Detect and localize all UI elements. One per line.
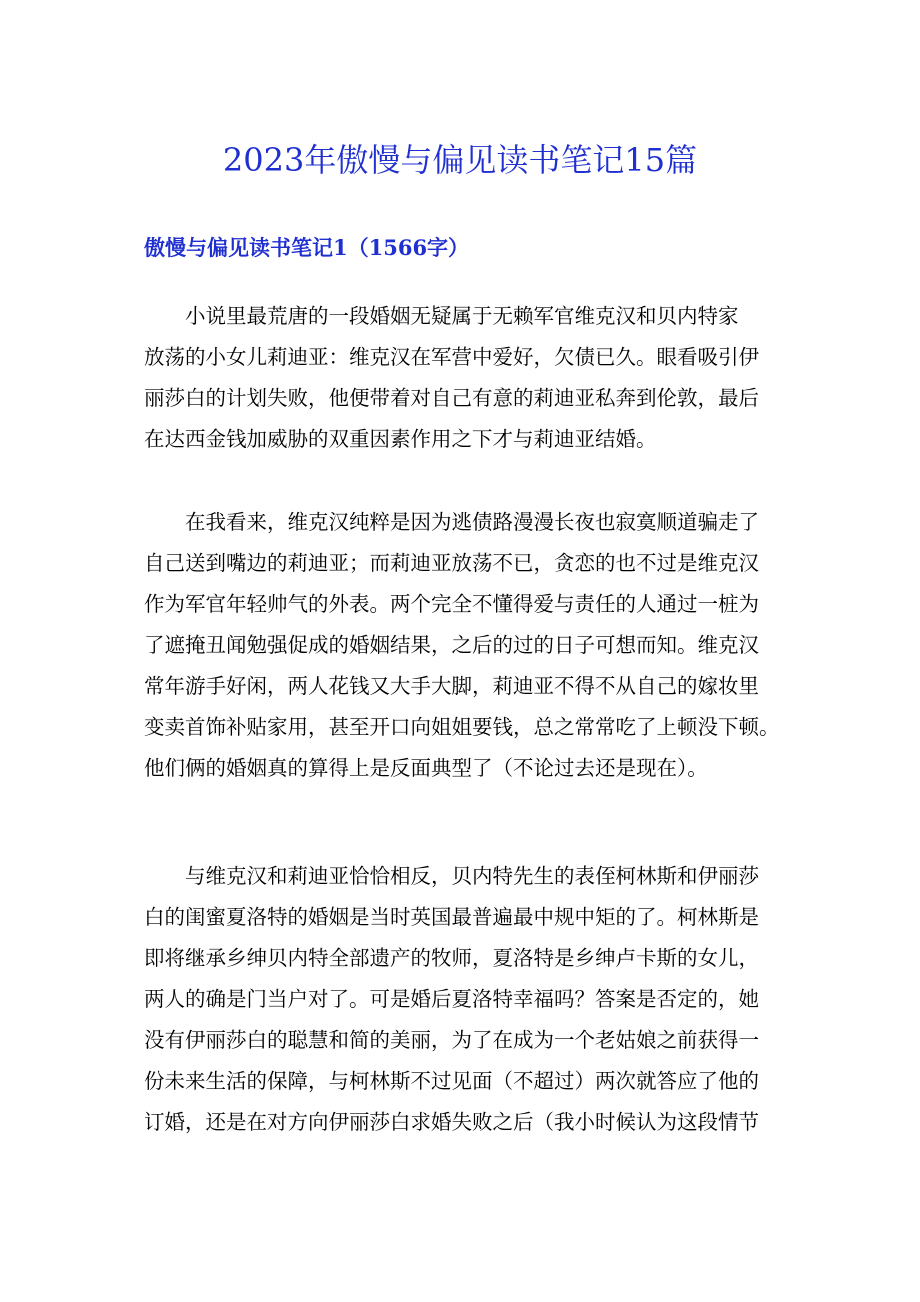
- paragraph-line: 常年游手好闲，两人花钱又大手大脚，莉迪亚不得不从自己的嫁妆里: [144, 674, 759, 698]
- paragraph-line: 变卖首饰补贴家用，甚至开口向姐姐要钱，总之常常吃了上顿没下顿。: [144, 715, 780, 739]
- paragraph-line: 白的闺蜜夏洛特的婚姻是当时英国最普遍最中规中矩的了。柯林斯是: [144, 905, 759, 929]
- paragraph-line: 订婚，还是在对方向伊丽莎白求婚失败之后（我小时候认为这段情节: [144, 1110, 759, 1134]
- paragraph-2: [144, 502, 784, 789]
- section-heading: 傲慢与偏见读书笔记1（1566字）: [144, 235, 470, 260]
- paragraph-1: [144, 296, 784, 460]
- paragraph-line: 作为军官年轻帅气的外表。两个完全不懂得爱与责任的人通过一桩为: [144, 592, 759, 616]
- paragraph-line: 没有伊丽莎白的聪慧和简的美丽，为了在成为一个老姑娘之前获得一: [144, 1028, 759, 1052]
- paragraph-line: 小说里最荒唐的一段婚姻无疑属于无赖军官维克汉和贝内特家: [144, 304, 739, 328]
- paragraph-line: 了遮掩丑闻勉强促成的婚姻结果，之后的过的日子可想而知。维克汉: [144, 633, 759, 657]
- paragraph-line: 份未来生活的保障，与柯林斯不过见面（不超过）两次就答应了他的: [144, 1069, 759, 1093]
- paragraph-line: 丽莎白的计划失败，他便带着对自己有意的莉迪亚私奔到伦敦，最后: [144, 386, 759, 410]
- paragraph-line: 在我看来，维克汉纯粹是因为逃债路漫漫长夜也寂寞顺道骗走了: [144, 510, 759, 534]
- paragraph-line: 在达西金钱加威胁的双重因素作用之下才与莉迪亚结婚。: [144, 427, 657, 451]
- paragraph-line: 放荡的小女儿莉迪亚：维克汉在军营中爱好，欠债已久。眼看吸引伊: [144, 345, 759, 369]
- paragraph-line: 与维克汉和莉迪亚恰恰相反，贝内特先生的表侄柯林斯和伊丽莎: [144, 864, 759, 888]
- paragraph-3: [144, 856, 784, 1143]
- document-title: 2023年傲慢与偏见读书笔记15篇: [222, 141, 698, 179]
- paragraph-line: 即将继承乡绅贝内特全部遗产的牧师，夏洛特是乡绅卢卡斯的女儿，: [144, 946, 759, 970]
- paragraph-line: 自己送到嘴边的莉迪亚；而莉迪亚放荡不已，贪恋的也不过是维克汉: [144, 551, 759, 575]
- paragraph-line: 两人的确是门当户对了。可是婚后夏洛特幸福吗？答案是否定的，她: [144, 987, 759, 1011]
- paragraph-line: 他们俩的婚姻真的算得上是反面典型了（不论过去还是现在）。: [144, 756, 708, 780]
